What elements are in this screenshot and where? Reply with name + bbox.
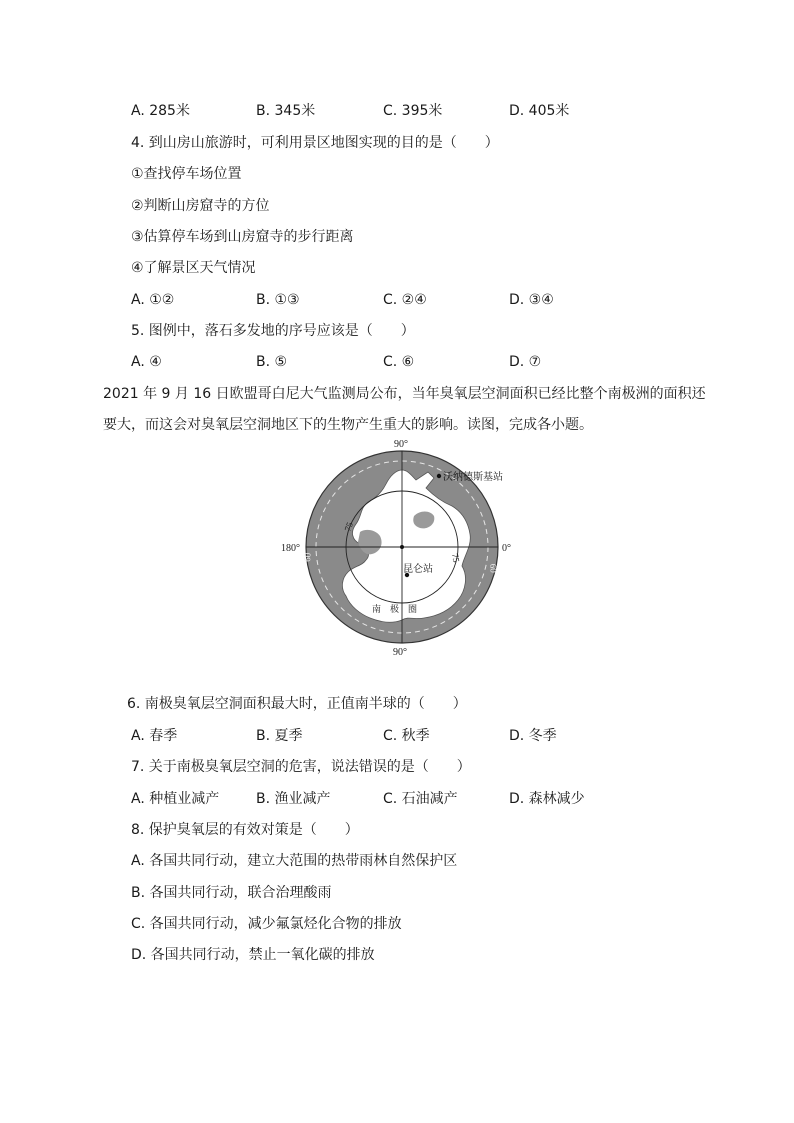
label-180: 180° [281, 543, 300, 554]
q3-option-a: A. 285米 [131, 103, 190, 119]
q5-option-a: A. ④ [131, 354, 162, 370]
passage-line-1: 2021 年 9 月 16 日欧盟哥白尼大气监测局公布，当年臭氧层空洞面积已经比整个南极洲的面积还 [103, 386, 706, 402]
q6-option-b: B. 夏季 [256, 728, 303, 744]
label-kunlun-station: 昆仑站 [403, 564, 433, 575]
south-pole-point [400, 545, 404, 549]
label-90-bottom: 90° [393, 647, 407, 658]
q5-stem: 5. 图例中，落石多发地的序号应该是（ ） [131, 323, 415, 339]
q4-option-a: A. ①② [131, 292, 175, 308]
q4-option-d: D. ③④ [509, 292, 554, 308]
q8-option-b: B. 各国共同行动，联合治理酸雨 [131, 885, 332, 901]
label-vernadsky-station: 沃纳德斯基站 [443, 472, 503, 483]
label-lat-60-left: 60 [302, 552, 313, 563]
q3-option-d: D. 405米 [509, 103, 570, 119]
q4-item-4: ④了解景区天气情况 [131, 260, 256, 276]
q8-option-d: D. 各国共同行动，禁止一氧化碳的排放 [131, 947, 375, 963]
q4-item-2: ②判断山房窟寺的方位 [131, 198, 270, 214]
q6-option-c: C. 秋季 [383, 728, 430, 744]
label-90-top: 90° [394, 439, 408, 450]
q4-option-c: C. ②④ [383, 292, 427, 308]
station-vernadsky-point [437, 474, 441, 478]
q6-option-a: A. 春季 [131, 728, 178, 744]
q7-option-b: B. 渔业减产 [256, 791, 331, 807]
label-lat-75-right: 75 [450, 552, 462, 564]
q4-stem: 4. 到山房山旅游时，可利用景区地图实现的目的是（ ） [131, 135, 499, 151]
passage-line-2: 要大，而这会对臭氧层空洞地区下的生物产生重大的影响。读图，完成各小题。 [103, 417, 593, 433]
q4-item-3: ③估算停车场到山房窟寺的步行距离 [131, 229, 354, 245]
q8-option-c: C. 各国共同行动，减少氟氯烃化合物的排放 [131, 916, 402, 932]
q6-stem: 6. 南极臭氧层空洞面积最大时，正值南半球的（ ） [127, 696, 467, 712]
q3-option-b: B. 345米 [256, 103, 316, 119]
q7-option-d: D. 森林减少 [509, 791, 585, 807]
antarctica-map [276, 436, 536, 660]
q4-option-b: B. ①③ [256, 292, 300, 308]
q6-option-d: D. 冬季 [509, 728, 557, 744]
q7-option-c: C. 石油减产 [383, 791, 458, 807]
q5-option-d: D. ⑦ [509, 354, 542, 370]
q8-option-a: A. 各国共同行动，建立大范围的热带雨林自然保护区 [131, 853, 458, 869]
q4-item-1: ①查找停车场位置 [131, 166, 242, 182]
q7-stem: 7. 关于南极臭氧层空洞的危害，说法错误的是（ ） [131, 759, 471, 775]
label-0: 0° [502, 543, 511, 554]
label-lat-60-right: 60 [488, 563, 499, 574]
q5-option-b: B. ⑤ [256, 354, 288, 370]
q3-option-c: C. 395米 [383, 103, 443, 119]
label-lat-75-left: 75 [342, 520, 355, 533]
q7-option-a: A. 种植业减产 [131, 791, 220, 807]
q8-stem: 8. 保护臭氧层的有效对策是（ ） [131, 822, 359, 838]
label-antarctic-circle: 南 极 圈 [372, 604, 418, 614]
q5-option-c: C. ⑥ [383, 354, 415, 370]
